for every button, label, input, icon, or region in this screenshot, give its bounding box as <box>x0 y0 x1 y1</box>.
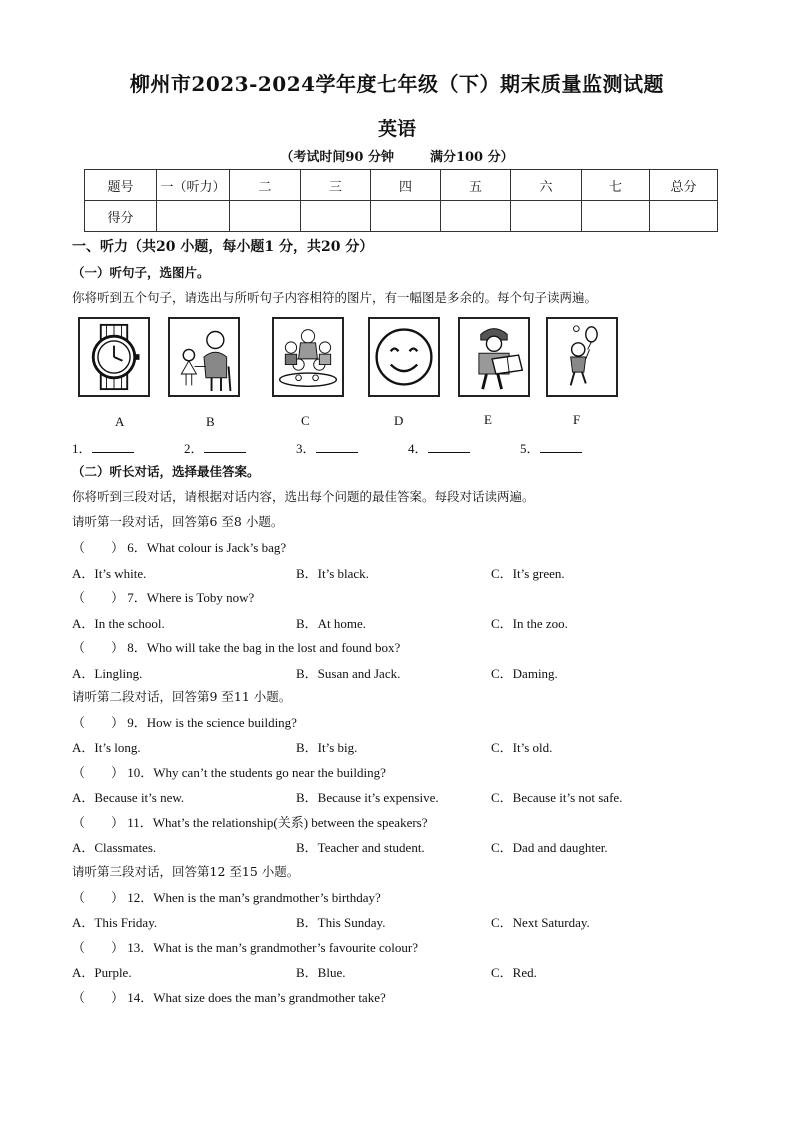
boy-carrying-box-icon <box>458 317 530 397</box>
part1-heading: （一）听句子，选图片。 <box>72 265 210 280</box>
option-c: C．Next Saturday. <box>491 915 590 930</box>
option-b: B．Teacher and student. <box>296 840 425 855</box>
question-text: 10．Why can’t the students go near the building? <box>127 765 386 780</box>
family-dinner-icon <box>272 317 344 397</box>
option-a: A．Classmates. <box>72 840 157 855</box>
score-cell <box>301 201 371 232</box>
score-cell <box>511 201 582 232</box>
answer-bracket[interactable]: （ ） <box>72 640 125 655</box>
option-c: C．It’s old. <box>491 740 553 755</box>
part2-heading: （二）听长对话，选择最佳答案。 <box>72 464 260 479</box>
answer-blank-2[interactable] <box>184 438 246 457</box>
question-text: 7．Where is Toby now? <box>127 590 255 605</box>
smiley-face-icon <box>368 317 440 397</box>
picture-label-d: D <box>394 413 404 428</box>
option-a: A．This Friday. <box>72 915 158 930</box>
question-text: 8．Who will take the bag in the lost and found box? <box>127 640 401 655</box>
question-7 <box>72 587 254 606</box>
option-c: C．In the zoo. <box>491 616 568 631</box>
question-12 <box>72 887 381 906</box>
girl-and-grandfather-icon <box>168 317 240 397</box>
score-header-cell: 二 <box>230 170 301 201</box>
dialog1-intro: 请听第一段对话，回答第6 至8 小题。 <box>72 514 284 529</box>
score-header-cell: 四 <box>371 170 441 201</box>
score-header-cell: 总分 <box>650 170 718 201</box>
question-9 <box>72 712 297 731</box>
question-8 <box>72 637 400 656</box>
picture-label-a: A <box>115 414 125 429</box>
score-header-cell: 题号 <box>85 170 157 201</box>
score-table <box>84 169 718 232</box>
subject-title: 英语 <box>377 118 416 140</box>
question-11 <box>72 812 428 831</box>
score-header-cell: 六 <box>511 170 582 201</box>
option-b: B．Susan and Jack. <box>296 666 401 681</box>
option-c: C．It’s green. <box>491 566 565 581</box>
option-b: B．Because it’s expensive. <box>296 790 439 805</box>
answer-blank-3[interactable] <box>296 438 358 457</box>
answer-blank-5[interactable] <box>520 438 582 457</box>
answer-blank-1[interactable] <box>72 438 134 457</box>
picture-label-e: E <box>484 412 492 427</box>
wristwatch-icon <box>78 317 150 397</box>
exam-title: 柳州市2023-2024学年度七年级（下）期末质量监测试题 <box>129 72 665 96</box>
picture-label-b: B <box>206 414 215 429</box>
answer-blank-4[interactable] <box>408 438 470 457</box>
option-c: C．Because it’s not safe. <box>491 790 623 805</box>
score-header-cell: 三 <box>301 170 371 201</box>
option-c: C．Red. <box>491 965 537 980</box>
option-b: B．At home. <box>296 616 367 631</box>
option-a: A．In the school. <box>72 616 165 631</box>
answer-bracket[interactable]: （ ） <box>72 715 125 730</box>
option-b: B．This Sunday. <box>296 915 386 930</box>
question-14 <box>72 987 386 1006</box>
answer-bracket[interactable]: （ ） <box>72 765 125 780</box>
option-a: A．Lingling. <box>72 666 143 681</box>
score-header-cell: 七 <box>582 170 650 201</box>
section-heading: 一、听力（共20 小题，每小题1 分，共20 分） <box>72 239 374 255</box>
score-cell <box>441 201 511 232</box>
blank-number: 3． <box>296 441 316 456</box>
dialog3-intro: 请听第三段对话，回答第12 至15 小题。 <box>72 864 300 879</box>
answer-bracket[interactable]: （ ） <box>72 815 125 830</box>
score-row-label: 得分 <box>85 201 157 232</box>
blank-number: 5． <box>520 441 540 456</box>
score-table-header-row <box>85 170 718 201</box>
question-text: 9．How is the science building? <box>127 715 297 730</box>
blank-number: 1． <box>72 441 92 456</box>
answer-bracket[interactable]: （ ） <box>72 590 125 605</box>
option-c: C．Daming. <box>491 666 558 681</box>
question-10 <box>72 762 386 781</box>
question-13 <box>72 937 418 956</box>
option-b: B．It’s big. <box>296 740 358 755</box>
option-b: B．It’s black. <box>296 566 369 581</box>
question-text: 12．When is the man’s grandmother’s birthday? <box>127 890 381 905</box>
picture-label-f: F <box>573 412 581 427</box>
blank-number: 2． <box>184 441 204 456</box>
question-text: 6．What colour is Jack’s bag? <box>127 540 287 555</box>
question-text: 14．What size does the man’s grandmother take? <box>127 990 386 1005</box>
score-cell <box>371 201 441 232</box>
score-cell <box>582 201 650 232</box>
question-text: 13．What is the man’s grandmother’s favourite colour? <box>127 940 419 955</box>
option-a: A．It’s white. <box>72 566 147 581</box>
score-table-score-row <box>85 201 718 232</box>
score-cell <box>230 201 301 232</box>
score-header-cell: 一（听力） <box>157 170 230 201</box>
part2-instruction: 你将听到三段对话，请根据对话内容，选出每个问题的最佳答案。每段对话读两遍。 <box>72 489 535 504</box>
question-text: 11．What’s the relationship(关系) between the speakers? <box>127 815 428 830</box>
answer-bracket[interactable]: （ ） <box>72 890 125 905</box>
option-a: A．Because it’s new. <box>72 790 185 805</box>
question-6 <box>72 537 286 556</box>
dialog2-intro: 请听第二段对话，回答第9 至11 小题。 <box>72 689 292 704</box>
option-a: A．It’s long. <box>72 740 141 755</box>
exam-time: （考试时间90 分钟 <box>280 150 394 165</box>
blank-number: 4． <box>408 441 428 456</box>
part1-instruction: 你将听到五个句子，请选出与所听句子内容相符的图片，有一幅图是多余的。每个句子读两遍。 <box>72 290 598 305</box>
score-cell <box>157 201 230 232</box>
answer-bracket[interactable]: （ ） <box>72 940 125 955</box>
answer-bracket[interactable]: （ ） <box>72 540 125 555</box>
answer-bracket[interactable]: （ ） <box>72 990 125 1005</box>
girl-playing-tennis-icon <box>546 317 618 397</box>
option-a: A．Purple. <box>72 965 132 980</box>
full-marks: 满分100 分） <box>429 150 514 165</box>
score-cell <box>650 201 718 232</box>
score-header-cell: 五 <box>441 170 511 201</box>
option-c: C．Dad and daughter. <box>491 840 608 855</box>
picture-label-c: C <box>301 413 310 428</box>
exam-info <box>0 146 794 165</box>
option-b: B．Blue. <box>296 965 346 980</box>
